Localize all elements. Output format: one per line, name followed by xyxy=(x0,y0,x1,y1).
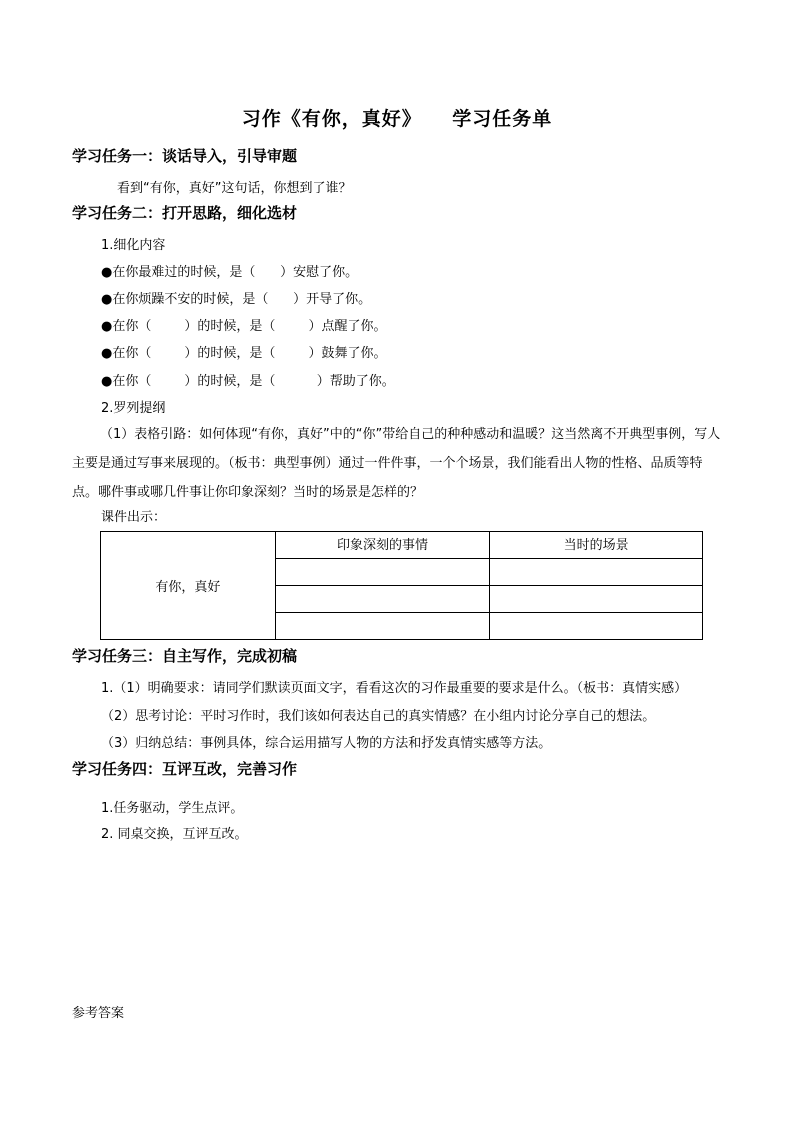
bullet-item: ●在你最难过的时候，是（ ）安慰了你。 xyxy=(101,265,359,280)
table-cell-blank[interactable] xyxy=(490,613,703,640)
task3-line: （2）思考讨论：平时习作时，我们该如何表达自己的真实情感？在小组内讨论分享自己的想法。 xyxy=(101,709,656,724)
bullet-item: ●在你烦躁不安的时候，是（ ）开导了你。 xyxy=(101,292,372,307)
task3-heading: 学习任务三：自主写作，完成初稿 xyxy=(72,647,298,665)
page-title: 习作《有你，真好》 学习任务单 xyxy=(241,108,553,130)
bullet-item: ●在你（ ）的时候，是（ ）鼓舞了你。 xyxy=(101,346,387,361)
task2-subheading-outline: 2.罗列提纲 xyxy=(101,401,166,416)
material-table xyxy=(100,531,703,640)
table-row-label: 有你，真好 xyxy=(101,532,276,640)
table-header-scenes: 当时的场景 xyxy=(490,532,703,559)
task4-line: 2. 同桌交换，互评互改。 xyxy=(101,827,248,842)
task4-heading: 学习任务四：互评互改，完善习作 xyxy=(72,760,298,778)
table-row xyxy=(101,532,703,559)
task1-heading: 学习任务一：谈话导入，引导审题 xyxy=(72,147,298,165)
table-cell-blank[interactable] xyxy=(275,559,490,586)
table-cell-blank[interactable] xyxy=(275,613,490,640)
table-header-events: 印象深刻的事情 xyxy=(275,532,490,559)
task4-line: 1.任务驱动，学生点评。 xyxy=(101,801,244,816)
bullet-item: ●在你（ ）的时候，是（ ）点醒了你。 xyxy=(101,319,387,334)
task2-heading: 学习任务二：打开思路，细化选材 xyxy=(72,204,298,222)
task3-line: 1.（1）明确要求：请同学们默读页面文字，看看这次的习作最重要的要求是什么。（板书：真情实感） xyxy=(101,681,688,696)
table-cell-blank[interactable] xyxy=(490,559,703,586)
outline-paragraph: （1）表格引路：如何体现“有你，真好”中的“你”带给自己的种种感动和温暖？这当然离不开典型事例，写人主要是通过写事来展现的。（板书：典型事例）通过一件件事，一个个场景，我们能看出人物的性格、品质等特点。哪件事或哪几件事让你印象深刻？当时的场景是怎样的？ xyxy=(72,427,721,500)
task2-subheading-content: 1.细化内容 xyxy=(101,238,166,253)
courseware-label: 课件出示： xyxy=(101,510,167,525)
task3-line: （3）归纳总结：事例具体，综合运用描写人物的方法和抒发真情实感等方法。 xyxy=(101,736,552,751)
table-cell-blank[interactable] xyxy=(275,586,490,613)
table-cell-blank[interactable] xyxy=(490,586,703,613)
reference-answer-label: 参考答案 xyxy=(72,1006,125,1021)
task1-question: 看到“有你，真好”这句话，你想到了谁？ xyxy=(117,181,352,196)
bullet-item: ●在你（ ）的时候，是（ ）帮助了你。 xyxy=(101,374,395,389)
